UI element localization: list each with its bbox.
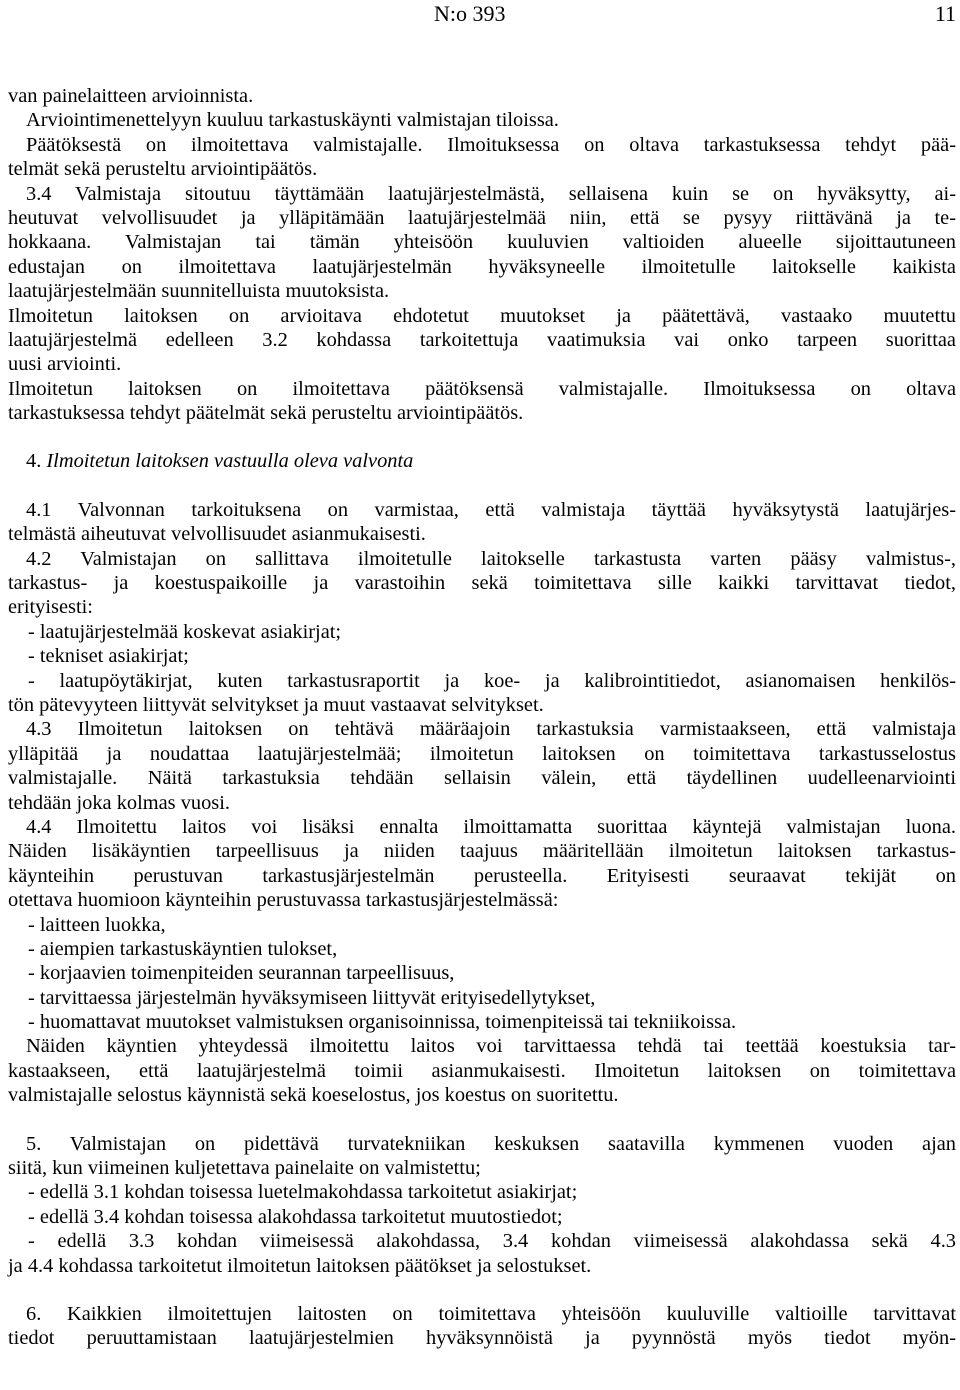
text-line: - aiempien tarkastuskäyntien tulokset, [28,937,338,960]
text-line: - edellä 3.4 kohdan toisessa alakohdassa tarkoitetut muutostiedot; [28,1205,563,1228]
text-line: edustajan on ilmoitettava laatujärjestelmän hyväksyneelle ilmoitetulle laitokselle kaikista [8,255,956,278]
text-line: - tarvittaessa järjestelmän hyväksymiseen liittyvät erityisedellytykset, [28,986,596,1009]
text-line: - laitteen luokka, [28,913,166,936]
text-line: 6. Kaikkien ilmoitettujen laitosten on toimitettava yhteisöön kuuluville valtioille tarvittavat [26,1302,956,1325]
text-line: laatujärjestelmään suunnitelluista muutoksista. [8,280,390,303]
document-body [8,84,956,1351]
text-line: Päätöksestä on ilmoitettava valmistajalle. Ilmoituksessa on oltava tarkastuksessa tehdyt pää- [26,133,956,156]
document-number: N:o 393 [434,1,506,26]
text-line: otettava huomioon käynteihin perustuvassa tarkastusjärjestelmässä: [8,889,559,912]
text-line: uusi arviointi. [8,353,122,376]
text-line: - korjaavien toimenpiteiden seurannan tarpeellisuus, [28,962,455,985]
text-line: tiedot peruuttamistaan laatujärjestelmien hyväksynnöistä ja pyynnöstä myös tiedot myön- [8,1327,956,1350]
text-line: Näiden käyntien yhteydessä ilmoitettu laitos voi tarvittaessa tehdä tai teettää koestuksia tar- [26,1035,956,1058]
text-line: - tekniset asiakirjat; [28,645,189,668]
page-header [0,0,960,30]
text-line: kastaakseen, että laatujärjestelmä toimii asianmukaisesti. Ilmoitetun laitoksen on toimitettava [8,1059,956,1082]
text-line: Näiden lisäkäyntien tarpeellisuus ja niiden taajuus määritellään ilmoitetun laitoksen tarkastus- [8,840,956,863]
text-line: valmistajalle. Näitä tarkastuksia tehdään sellaisin välein, että täydellinen uudelleenarviointi [8,767,956,790]
text-line: Arviointimenettelyyn kuuluu tarkastuskäynti valmistajan tiloissa. [26,109,559,132]
text-line: - laatujärjestelmää koskevat asiakirjat; [28,620,342,643]
text-line: ylläpitää ja noudattaa laatujärjestelmää; ilmoitetun laitoksen on toimitettava tarkastusselostus [8,742,956,765]
text-line: 4.1 Valvonnan tarkoituksena on varmistaa, että valmistaja täyttää hyväksytystä laatujärjes- [26,498,956,521]
text-line: siitä, kun viimeinen kuljetettava painelaite on valmistettu; [8,1157,481,1180]
text-line: tarkastus- ja koestuspaikoille ja varastoihin sekä toimitettava sille kaikki tarvittavat tiedot, [8,572,956,595]
text-line: Ilmoitetun laitoksen on arvioitava ehdotetut muutokset ja päätettävä, vastaako muutettu [8,304,956,327]
section-heading: 4. Ilmoitetun laitoksen vastuulla oleva valvonta [26,450,414,473]
page-number: 11 [934,1,956,26]
text-line: hokkaana. Valmistajan tai tämän yhteisöön kuuluvien valtioiden alueelle sijoittautuneen [8,231,956,254]
text-line: heutuvat velvollisuudet ja ylläpitämään laatujärjestelmää niin, että se pysyy riittävänä ja te- [8,206,956,229]
text-line: tarkastuksessa tehdyt päätelmät sekä perusteltu arviointipäätös. [8,402,524,425]
text-line: 4.4 Ilmoitettu laitos voi lisäksi ennalta ilmoittamatta suorittaa käyntejä valmistajan luona. [26,815,956,838]
paragraph-gap [8,425,956,449]
text-line: 3.4 Valmistaja sitoutuu täyttämään laatujärjestelmästä, sellaisena kuin se on hyväksytty, ai- [26,182,956,205]
paragraph-gap [8,1108,956,1132]
text-line: van painelaitteen arvioinnista. [8,85,254,107]
text-line: valmistajalle selostus käynnistä sekä koeselostus, jos koestus on suoritettu. [8,1084,619,1107]
text-line: - laatupöytäkirjat, kuten tarkastusraportit ja koe- ja kalibrointitiedot, asianomaisen henkilös- [28,669,956,692]
text-line: - edellä 3.3 kohdan viimeisessä alakohdassa, 3.4 kohdan viimeisessä alakohdassa sekä 4.3 [28,1230,956,1253]
paragraph-gap [8,474,956,498]
paragraph-gap [8,1278,956,1302]
text-line: ja 4.4 kohdassa tarkoitetut ilmoitetun laitoksen päätökset ja selostukset. [8,1254,592,1277]
text-line: laatujärjestelmä edelleen 3.2 kohdassa tarkoitettuja vaatimuksia vai onko tarpeen suorittaa [8,328,956,351]
text-line: telmät sekä perusteltu arviointipäätös. [8,158,318,181]
text-line: - huomattavat muutokset valmistuksen organisoinnissa, toimenpiteissä tai tekniikoissa. [28,1011,737,1034]
text-line: 5. Valmistajan on pidettävä turvatekniikan keskuksen saatavilla kymmenen vuoden ajan [26,1132,956,1155]
text-line: tehdään joka kolmas vuosi. [8,791,230,814]
text-line: 4.3 Ilmoitetun laitoksen on tehtävä määräajoin tarkastuksia varmistaakseen, että valmistaja [26,718,956,741]
text-line: Ilmoitetun laitoksen on ilmoitettava päätöksensä valmistajalle. Ilmoituksessa on oltava [8,377,956,400]
text-line: - edellä 3.1 kohdan toisessa luetelmakohdassa tarkoitetut asiakirjat; [28,1181,578,1204]
text-line: tön pätevyyteen liittyvät selvitykset ja muut vastaavat selvitykset. [8,693,544,716]
text-line: 4.2 Valmistajan on sallittava ilmoitetulle laitokselle tarkastusta varten pääsy valmistus-, [26,547,956,570]
text-line: erityisesti: [8,596,93,619]
text-line: käynteihin perustuvan tarkastusjärjestelmän perusteella. Erityisesti seuraavat tekijät on [8,864,956,887]
section-heading-title: Ilmoitetun laitoksen vastuulla oleva valvonta [46,450,414,473]
text-line: telmästä aiheutuvat velvollisuudet asianmukaisesti. [8,523,426,546]
